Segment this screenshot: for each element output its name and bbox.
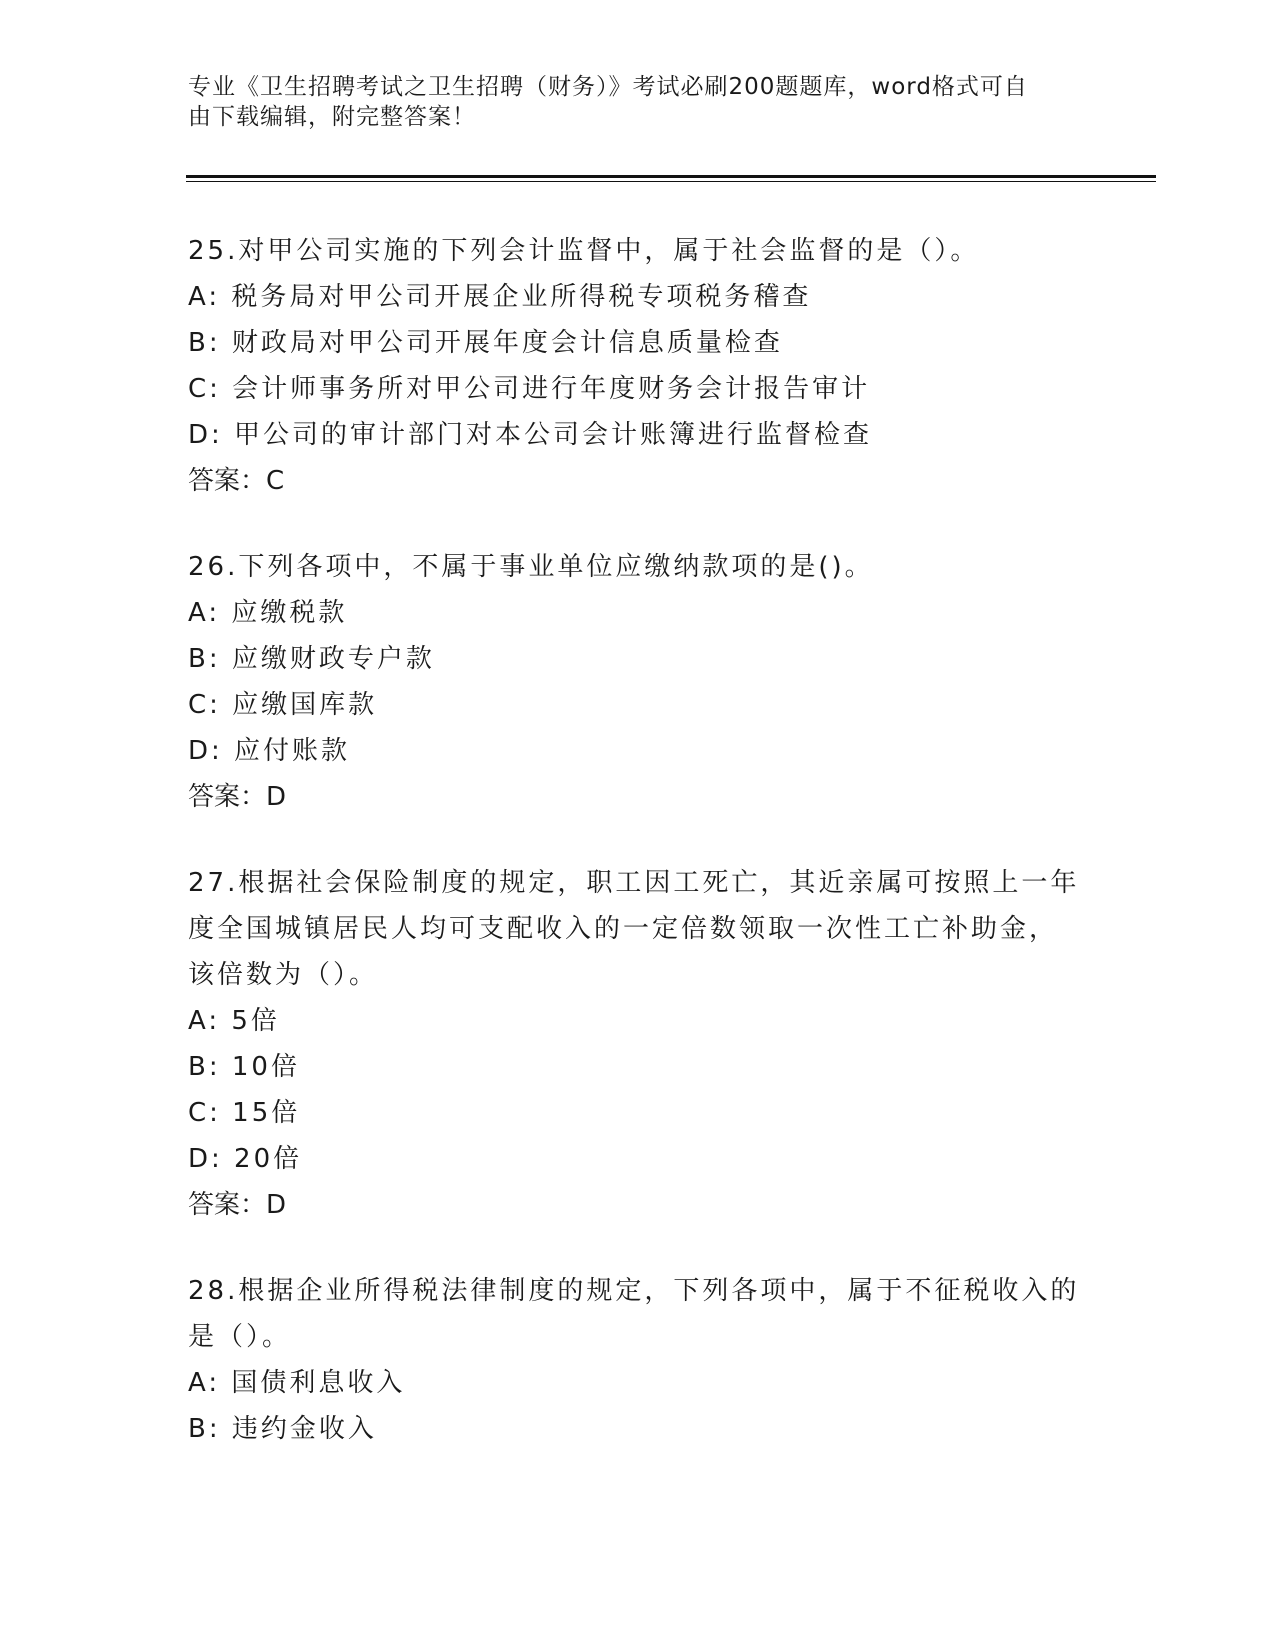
option-d: D: 甲公司的审计部门对本公司会计账簿进行监督检查: [188, 420, 873, 450]
question-28: [188, 1268, 1088, 1452]
question-26: [188, 544, 1088, 820]
option-a: A: 国债利息收入: [188, 1368, 406, 1398]
question-stem: 26.下列各项中，不属于事业单位应缴纳款项的是()。: [188, 552, 874, 582]
option-d: D: 20倍: [188, 1144, 303, 1174]
header-line-2: 由下载编辑，附完整答案！: [188, 104, 476, 130]
question-stem-cont: 度全国城镇居民人均可支配收入的一定倍数领取一次性工亡补助金，: [188, 914, 1059, 944]
option-a: A: 税务局对甲公司开展企业所得税专项税务稽查: [188, 282, 812, 312]
option-d: D: 应付账款: [188, 736, 351, 766]
question-stem: 25.对甲公司实施的下列会计监督中，属于社会监督的是（）。: [188, 236, 980, 266]
option-b: B: 10倍: [188, 1052, 300, 1082]
question-stem-cont: 该倍数为（）。: [188, 960, 379, 990]
option-b: B: 应缴财政专户款: [188, 644, 435, 674]
question-stem: 27.根据社会保险制度的规定，职工因工死亡，其近亲属可按照上一年: [188, 868, 1080, 898]
document-header: [188, 72, 1068, 132]
answer: 答案：C: [188, 466, 285, 496]
answer: 答案：D: [188, 1190, 287, 1220]
question-27: [188, 860, 1088, 1228]
header-divider-thick: [186, 175, 1156, 178]
option-b: B: 违约金收入: [188, 1414, 377, 1444]
option-a: A: 应缴税款: [188, 598, 348, 628]
option-c: C: 15倍: [188, 1098, 301, 1128]
question-stem-cont: 是（）。: [188, 1322, 292, 1352]
option-c: C: 应缴国库款: [188, 690, 378, 720]
question-stem: 28.根据企业所得税法律制度的规定，下列各项中，属于不征税收入的: [188, 1276, 1080, 1306]
question-25: [188, 228, 1088, 504]
option-a: A: 5倍: [188, 1006, 280, 1036]
option-c: C: 会计师事务所对甲公司进行年度财务会计报告审计: [188, 374, 871, 404]
header-line-1: 专业《卫生招聘考试之卫生招聘（财务）》考试必刷200题题库，word格式可自: [188, 74, 1028, 100]
answer: 答案：D: [188, 782, 287, 812]
option-b: B: 财政局对甲公司开展年度会计信息质量检查: [188, 328, 783, 358]
header-divider-thin: [186, 181, 1156, 182]
